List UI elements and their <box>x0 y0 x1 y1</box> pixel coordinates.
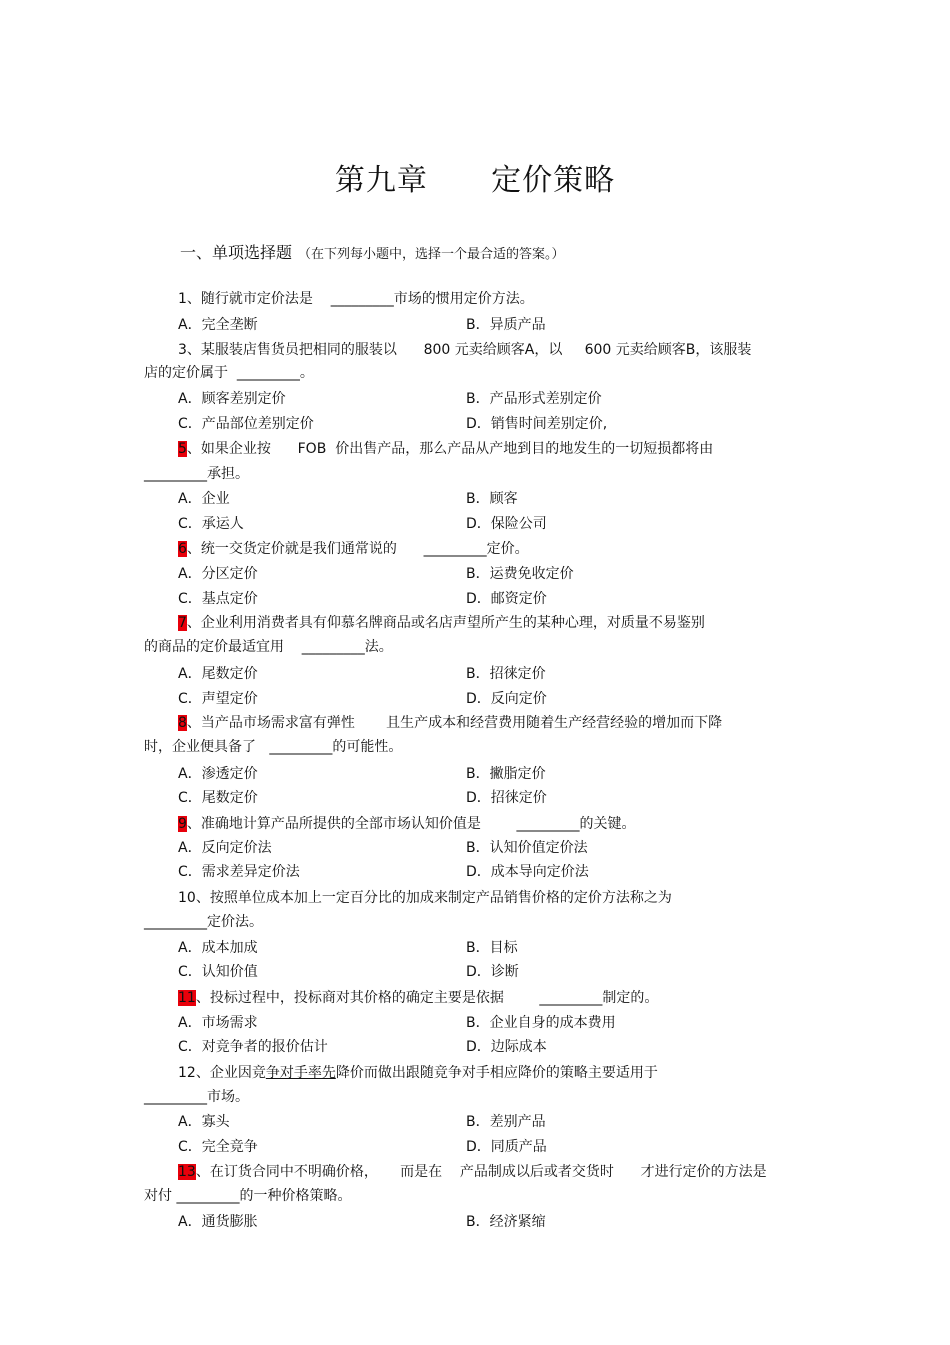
answer-option: C．对竞争者的报价估计 <box>178 1039 328 1055</box>
answer-option: A．完全垄断 <box>178 317 258 333</box>
question-number: 11 <box>178 990 196 1006</box>
question-stem <box>178 1064 658 1082</box>
answer-option: A．市场需求 <box>178 1015 258 1031</box>
question-number: 12 <box>178 1065 196 1081</box>
question-continuation <box>144 738 402 756</box>
question-text: 、统一交货定价就是我们通常说的 _________定价。 <box>186 541 529 557</box>
question-stem <box>178 1163 767 1181</box>
question-number: 8 <box>178 715 187 731</box>
question-number: 5 <box>178 441 187 457</box>
section-note: （在下列每小题中，选择一个最合适的答案。） <box>298 247 565 262</box>
question-number: 9 <box>178 816 187 832</box>
question-text: 的商品的定价最适宜用 _________法。 <box>144 639 393 655</box>
answer-option: C．需求差异定价法 <box>178 864 300 880</box>
section-heading <box>180 240 565 263</box>
question-stem <box>178 290 534 308</box>
answer-option: B．招徕定价 <box>466 666 546 682</box>
question-continuation <box>144 638 393 656</box>
answer-option: A．通货膨胀 <box>178 1214 258 1230</box>
question-text: _________市场。 <box>144 1089 249 1105</box>
answer-option: B．产品形式差别定价 <box>466 391 602 407</box>
answer-option: A．成本加成 <box>178 940 258 956</box>
answer-option: C．承运人 <box>178 516 244 532</box>
question-text: 、如果企业按 FOB 价出售产品，那么产品从产地到目的地发生的一切短损都将由 <box>186 441 714 457</box>
question-text: 、企业因竞争对手率先降价而做出跟随竞争对手相应降价的策略主要适用于 <box>195 1065 658 1081</box>
question-continuation <box>144 465 249 483</box>
answer-option: D．反向定价 <box>466 691 547 707</box>
underlined-text: 争对手率先 <box>265 1065 336 1081</box>
question-text: 、当产品市场需求富有弹性 且生产成本和经营费用随着生产经营经验的增加而下降 <box>186 715 723 731</box>
question-text: _________承担。 <box>144 466 249 482</box>
answer-option: D．同质产品 <box>466 1139 547 1155</box>
question-stem <box>178 440 713 458</box>
chapter-title: 第九章 定价策略 <box>334 163 616 198</box>
question-continuation <box>144 364 314 382</box>
answer-option: D．销售时间差别定价, <box>466 416 608 432</box>
answer-option: B．撇脂定价 <box>466 766 546 782</box>
question-number: 6 <box>178 541 187 557</box>
answer-option: A．反向定价法 <box>178 840 272 856</box>
answer-option: A．分区定价 <box>178 566 258 582</box>
answer-option: A．渗透定价 <box>178 766 258 782</box>
question-continuation <box>144 1088 249 1106</box>
question-text: 、在订货合同中不明确价格， 而是在 产品制成以后或者交货时 才进行定价的方法是 <box>195 1164 767 1180</box>
question-stem <box>178 989 658 1007</box>
answer-option: A．寡头 <box>178 1114 230 1130</box>
answer-option: D．招徕定价 <box>466 790 547 806</box>
question-stem <box>178 540 529 558</box>
question-number: 1 <box>178 291 187 307</box>
question-text: 、按照单位成本加上一定百分比的加成来制定产品销售价格的定价方法称之为 <box>195 890 672 906</box>
answer-option: A．企业 <box>178 491 230 507</box>
answer-option: D．诊断 <box>466 964 519 980</box>
question-stem <box>178 815 636 833</box>
question-number: 3 <box>178 342 187 358</box>
question-continuation <box>144 913 263 931</box>
question-number: 7 <box>178 615 187 631</box>
question-stem <box>178 341 751 359</box>
question-text: 、投标过程中，投标商对其价格的确定主要是依据 _________制定的。 <box>195 990 659 1006</box>
answer-option: A．尾数定价 <box>178 666 258 682</box>
answer-option: C．产品部位差别定价 <box>178 416 314 432</box>
answer-option: D．保险公司 <box>466 516 547 532</box>
question-stem <box>178 889 672 907</box>
answer-option: C．声望定价 <box>178 691 258 707</box>
answer-option: D．成本导向定价法 <box>466 864 589 880</box>
section-title: 一、单项选择题 <box>180 243 293 262</box>
question-text: 时，企业便具备了 _________的可能性。 <box>144 739 403 755</box>
question-stem <box>178 614 705 632</box>
question-text: 、企业利用消费者具有仰慕名牌商品或名店声望所产生的某种心理，对质量不易鉴别 <box>186 615 705 631</box>
answer-option: C．认知价值 <box>178 964 258 980</box>
question-text: 、准确地计算产品所提供的全部市场认知价值是 _________的关键。 <box>186 816 636 832</box>
answer-option: B．运费免收定价 <box>466 566 574 582</box>
answer-option: A．顾客差别定价 <box>178 391 286 407</box>
answer-option: B．企业自身的成本费用 <box>466 1015 616 1031</box>
answer-option: C．基点定价 <box>178 591 258 607</box>
answer-option: B．目标 <box>466 940 518 956</box>
question-number: 13 <box>178 1164 196 1180</box>
answer-option: B．顾客 <box>466 491 518 507</box>
answer-option: B．认知价值定价法 <box>466 840 588 856</box>
question-text: _________定价法。 <box>144 914 263 930</box>
question-number: 10 <box>178 890 196 906</box>
question-text: 、随行就市定价法是 _________市场的惯用定价方法。 <box>186 291 534 307</box>
answer-option: C．完全竞争 <box>178 1139 258 1155</box>
answer-option: B．异质产品 <box>466 317 546 333</box>
question-stem <box>178 714 722 732</box>
answer-option: B．差别产品 <box>466 1114 546 1130</box>
question-text: 对付 _________的一种价格策略。 <box>144 1188 352 1204</box>
question-text: 店的定价属于 _________。 <box>144 365 314 381</box>
question-text: 、某服装店售货员把相同的服装以 800 元卖给顾客A，以 600 元卖给顾客B，该服装 <box>186 342 752 358</box>
answer-option: C．尾数定价 <box>178 790 258 806</box>
answer-option: B．经济紧缩 <box>466 1214 546 1230</box>
answer-option: D．边际成本 <box>466 1039 547 1055</box>
question-continuation <box>144 1187 351 1205</box>
answer-option: D．邮资定价 <box>466 591 547 607</box>
